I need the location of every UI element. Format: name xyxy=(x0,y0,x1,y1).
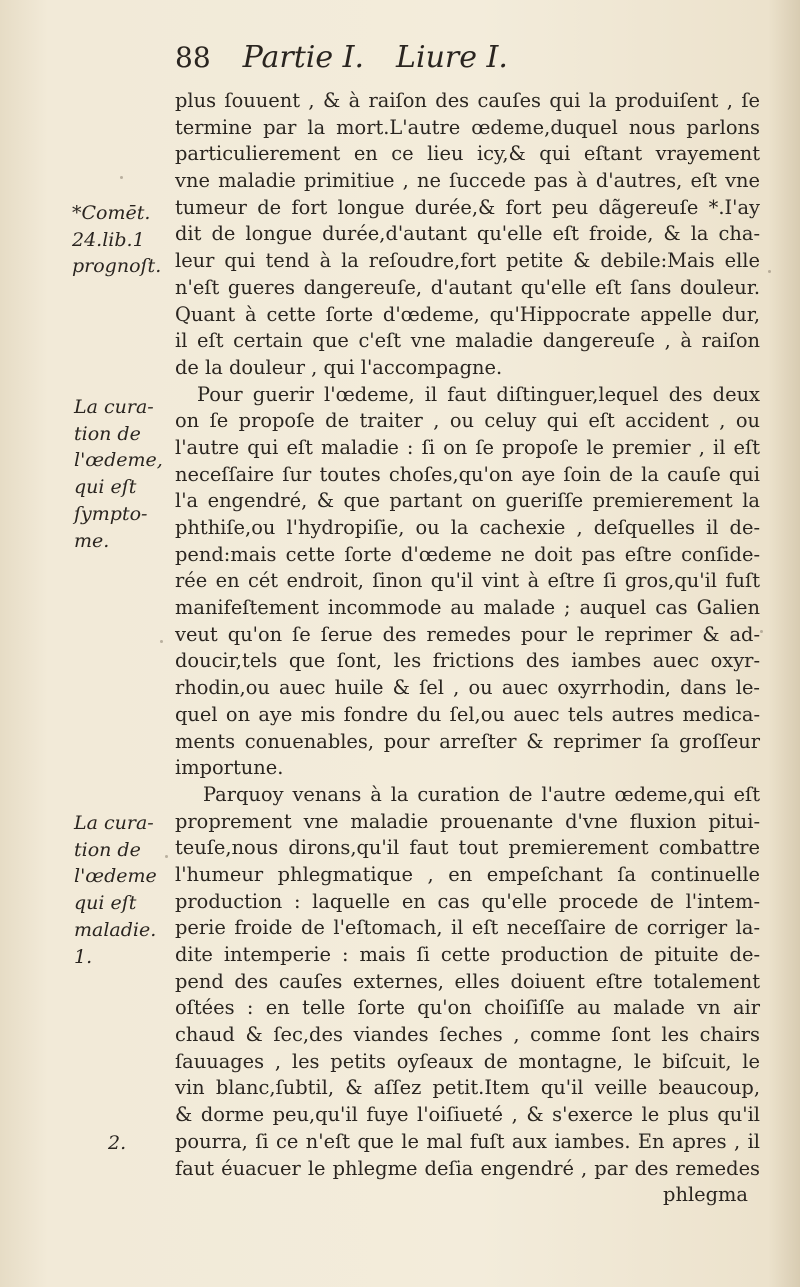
margin-note-line: ſympto- xyxy=(74,502,148,525)
paper-speck xyxy=(120,176,123,179)
text-line: pend:mais cette ſorte d'œdeme ne doit pas eſtre conſide- xyxy=(175,542,760,566)
margin-note-line: prognoſt. xyxy=(72,255,162,278)
text-line: phthiſe,ou l'hydropiſie, ou la cachexie , deſquelles il de- xyxy=(175,516,760,539)
text-line: de la douleur , qui l'accompagne. xyxy=(175,355,503,379)
text-line: doucir,tels que ſont, les frictions des iambes auec oxyr- xyxy=(175,649,760,673)
text-line: teuſe,nous dirons,qu'il faut tout premierement combattre xyxy=(175,836,760,860)
text-line: Quant à cette ſorte d'œdeme, qu'Hippocrate appelle dur, xyxy=(175,302,760,326)
text-line: dite intemperie : mais ſi cette production de pituite de- xyxy=(175,943,760,966)
margin-note-line: l'œdeme xyxy=(74,865,157,888)
text-line: production : laquelle en cas qu'elle procede de l'intem- xyxy=(175,889,760,913)
text-line: particulierement en ce lieu icy,& qui eſtant vrayement xyxy=(175,142,760,166)
text-line: ſauuages , les petits oyſeaux de montagne, le biſcuit, le xyxy=(175,1049,760,1073)
paper-speck xyxy=(768,270,771,273)
margin-note-line: l'œdeme, xyxy=(74,449,163,472)
text-line: rhodin,ou auec huile & ſel , ou auec oxyrrhodin, dans le- xyxy=(175,676,760,700)
text-line: termine par la mort.L'autre œdeme,duquel nous parlons xyxy=(175,115,760,139)
text-line: vne maladie primitiue , ne ſuccede pas à d'autres, eſt vne xyxy=(175,169,760,193)
margin-note-line: La cura- xyxy=(74,812,154,834)
margin-note-line: La cura- xyxy=(74,396,154,418)
margin-note-line: tion de xyxy=(74,422,141,445)
paper-speck xyxy=(160,640,163,643)
text-line: oſtées : en telle ſorte qu'on choiſiſſe au malade vn air xyxy=(175,996,760,1020)
text-line: dit de longue durée,d'autant qu'elle eſt froide, & la cha- xyxy=(175,222,760,246)
paper-speck xyxy=(165,855,168,858)
margin-note-line: 2. xyxy=(108,1132,127,1154)
text-line: leur qui tend à la reſoudre,fort petite & debile:Mais elle xyxy=(175,249,760,273)
margin-note-cure-symptom xyxy=(74,394,174,554)
text-line: faut éuacuer le phlegme deſia engendré , par des remedes xyxy=(175,1156,760,1180)
margin-note-line: 1. xyxy=(74,945,93,968)
text-line: on ſe propoſe de traiter , ou celuy qui eſt accident , ou xyxy=(175,409,760,433)
text-line: il eſt certain que c'eſt vne maladie dangereuſe , à raiſon xyxy=(175,329,760,353)
text-line: rée en cét endroit, ſinon qu'il vint à eſtre ſi gros,qu'il fuſt xyxy=(175,569,760,593)
text-line: pend des cauſes externes, elles doiuent eſtre totalement xyxy=(175,969,760,993)
text-line: neceſſaire ſur toutes choſes,qu'on aye ſoin de la cauſe qui xyxy=(175,462,760,486)
paper-speck xyxy=(760,630,763,633)
margin-note-line: me. xyxy=(74,529,110,552)
page-number: 88 xyxy=(175,41,211,74)
text-line: quel on aye mis fondre du ſel,ou auec tels autres medica- xyxy=(175,702,760,726)
text-line: veut qu'on ſe ſerue des remedes pour le reprimer & ad- xyxy=(175,622,760,646)
text-line: Parquoy venans à la curation de l'autre œdeme,qui eſt xyxy=(203,782,760,806)
text-line: vin blanc,ſubtil, & aſſez petit.Item qu'il veille beaucoup, xyxy=(175,1076,760,1100)
text-line: l'humeur phlegmatique , en empeſchant ſa continuelle xyxy=(175,862,760,886)
margin-note-line: *Comēt. xyxy=(72,202,151,224)
margin-note-line: 24.lib.1 xyxy=(72,228,145,251)
text-line: l'a engendré, & que partant on gueriſſe premierement la xyxy=(175,489,760,513)
margin-note-line: tion de xyxy=(74,838,141,861)
text-line: ments conuenables, pour arreſter & reprimer ſa groſſeur xyxy=(175,729,760,753)
margin-note-comment xyxy=(72,200,172,280)
text-line: & dorme peu,qu'il fuye l'oiſiueté , & s'exerce le plus qu'il xyxy=(175,1103,760,1127)
text-line: l'autre qui eſt maladie : ſi on ſe propoſe le premier , il eſt xyxy=(175,435,760,459)
margin-note-line: qui eſt xyxy=(74,892,137,915)
text-line: chaud & ſec,des viandes ſeches , comme ſont les chairs xyxy=(175,1023,760,1047)
text-line: proprement vne maladie prouenante d'vne fluxion pitui- xyxy=(175,809,760,833)
text-line: plus ſouuent , & à raiſon des cauſes qui la produiſent , ſe xyxy=(175,89,760,112)
header-part: Partie I. xyxy=(242,40,365,75)
text-line: tumeur de fort longue durée,& fort peu dãgereuſe *.I'ay xyxy=(175,195,760,219)
header-book: Liure I. xyxy=(396,40,508,75)
text-line: manifeſtement incommode au malade ; auquel cas Galien xyxy=(175,596,760,620)
margin-note-line: maladie. xyxy=(74,918,157,941)
text-line: pourra, ſi ce n'eſt que le mal fuſt aux iambes. En apres , il xyxy=(175,1129,760,1153)
margin-note-line: qui eſt xyxy=(74,476,137,499)
text-line: importune. xyxy=(175,756,284,780)
text-line: Pour guerir l'œdeme, il faut diſtinguer,lequel des deux xyxy=(197,382,760,406)
text-line: n'eſt gueres dangereuſe, d'autant qu'elle eſt ſans douleur. xyxy=(175,275,760,299)
running-header xyxy=(175,40,605,84)
body-text xyxy=(175,88,760,1209)
text-line: perie froide de l'eſtomach, il eſt neceſſaire de corriger la- xyxy=(175,916,760,940)
catchword: phlegma xyxy=(663,1183,748,1207)
margin-note-cure-disease xyxy=(74,810,174,970)
